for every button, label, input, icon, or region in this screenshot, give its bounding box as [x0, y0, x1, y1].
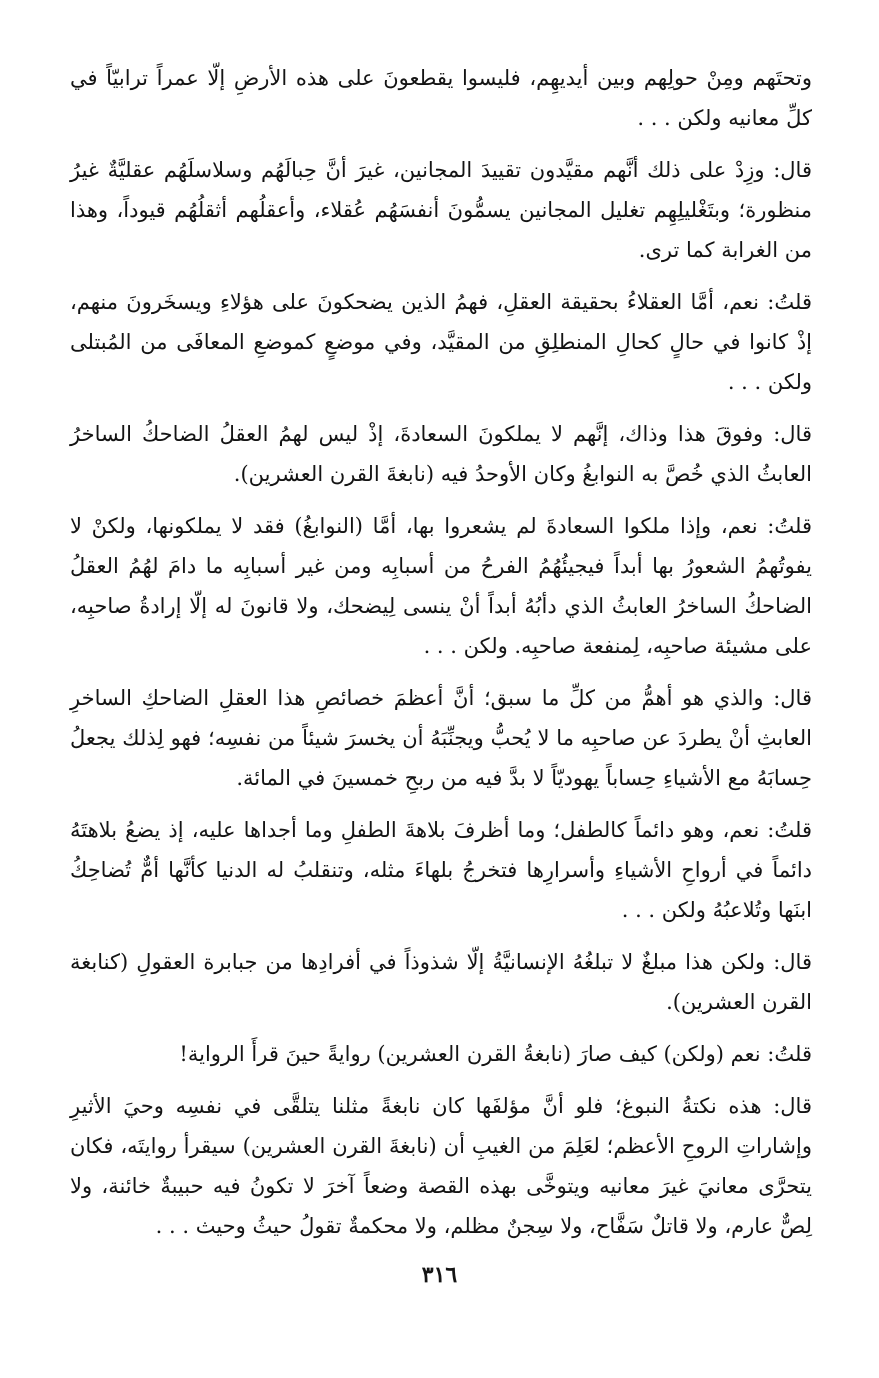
paragraph-5: قلتُ: نعم، وإذا ملكوا السعادةَ لم يشعروا بها، أمَّا (النوابغُ) فقد لا يملكونها، ولكنْ لا يفوتُهمُ الشعورُ بها أبداً فيجيئُهُمُ الفرحُ من أسبابِه ومن غير أسبابِه ما دامَ لهُمُ العقلُ الضاحكُ الساخرُ العابثُ الذي دأبُهُ أبداً أنْ ينسى لِيضحك، ولا قانونَ له إلّا إرادةُ صاحبِه، على مشيئة صاحبِه، لِمنفعة صاحبِه. ولكن . . .: [70, 514, 812, 658]
paragraph-4: قال: وفوقَ هذا وذاك، إنَّهم لا يملكونَ السعادةَ، إذْ ليس لهمُ العقلُ الضاحكُ الساخرُ العابثُ الذي خُصَّ به النوابغُ وكان الأوحدُ فيه (نابغةَ القرن العشرين).: [70, 422, 812, 486]
paragraph-6: قال: والذي هو أهمُّ من كلِّ ما سبق؛ أنَّ أعظمَ خصائصِ هذا العقلِ الضاحكِ الساخرِ العابثِ أنْ يطردَ عن صاحبِه ما لا يُحبُّ ويجنِّبَهُ أن يخسرَ شيئاً من نفسِه؛ فهو لِذلك يجعلُ حِسابَهُ مع الأشياءِ حِساباً يهوديّاً لا بدَّ فيه من ربحِ خمسينَ في المائة.: [70, 686, 812, 790]
paragraph-3: قلتُ: نعم، أمَّا العقلاءُ بحقيقة العقلِ، فهمُ الذين يضحكونَ على هؤلاءِ ويسخَرونَ منهم، إذْ كانوا في حالٍ كحالِ المنطلِقِ من المقيَّد، وفي موضعٍ كموضعِ المعافَى من المُبتلى ولكن . . .: [70, 290, 812, 394]
paragraph-9: قلتُ: نعم (ولكن) كيف صارَ (نابغةُ القرن العشرين) روايةً حينَ قرأَ الرواية!: [179, 1042, 812, 1066]
paragraph-10: قال: هذه نكتةُ النبوغ؛ فلو أنَّ مؤلفَها كان نابغةً مثلنا يتلقَّى في نفسِه وحيَ الأثيرِ وإشاراتِ الروحِ الأعظم؛ لعَلِمَ من الغيبِ أن (نابغةَ القرن العشرين) سيقرأ روايتَه، فكان يتحرَّى معانيَ غيرَ معانيه ويتوخَّى بهذه القصة وضعاً آخرَ لا تكونُ فيه حبيبةٌ خائنة، ولا لِصٌّ عارم، ولا قاتلٌ سَفَّاح، ولا سِجنٌ مظلم، ولا محكمةٌ تقولُ حيثُ وحيث . . .: [70, 1094, 812, 1238]
book-page-text: [70, 58, 812, 1258]
paragraph-1: وتحتَهم ومِنْ حولِهم وبين أيديهِم، فليسوا يقطعونَ على هذه الأرضِ إلّا عمراً ترابيّاً في كلِّ معانيه ولكن . . .: [70, 66, 812, 130]
page-number: ٣١٦: [421, 1262, 458, 1288]
paragraph-8: قال: ولكن هذا مبلغٌ لا تبلغُهُ الإنسانيَّةُ إلّا شذوذاً في أفرادِها من جبابرة العقولِ (كنابغة القرن العشرين).: [70, 950, 812, 1014]
paragraph-2: قال: وزِدْ على ذلك أنَّهم مقيَّدون تقييدَ المجانين، غيرَ أنَّ حِبالَهُم وسلاسلَهُم عقليَّةٌ غيرُ منظورة؛ وبتَغْليلِهِم تغليل المجانين يسمُّونَ أنفسَهُم عُقلاء، وأعقلُهم أثقلُهُم قيوداً، وهذا من الغرابة كما ترى.: [70, 158, 812, 262]
paragraph-7: قلتُ: نعم، وهو دائماً كالطفل؛ وما أظرفَ بلاهةَ الطفلِ وما أجداها عليه، إذ يضعُ بلاهتَهُ دائماً في أرواحِ الأشياءِ وأسرارِها فتخرجُ بلهاءَ مثله، وتنقلبُ له الدنيا كأنَّها أمٌّ تُضاحِكُ ابنَها وتُلاعبُهُ ولكن . . .: [70, 818, 812, 922]
